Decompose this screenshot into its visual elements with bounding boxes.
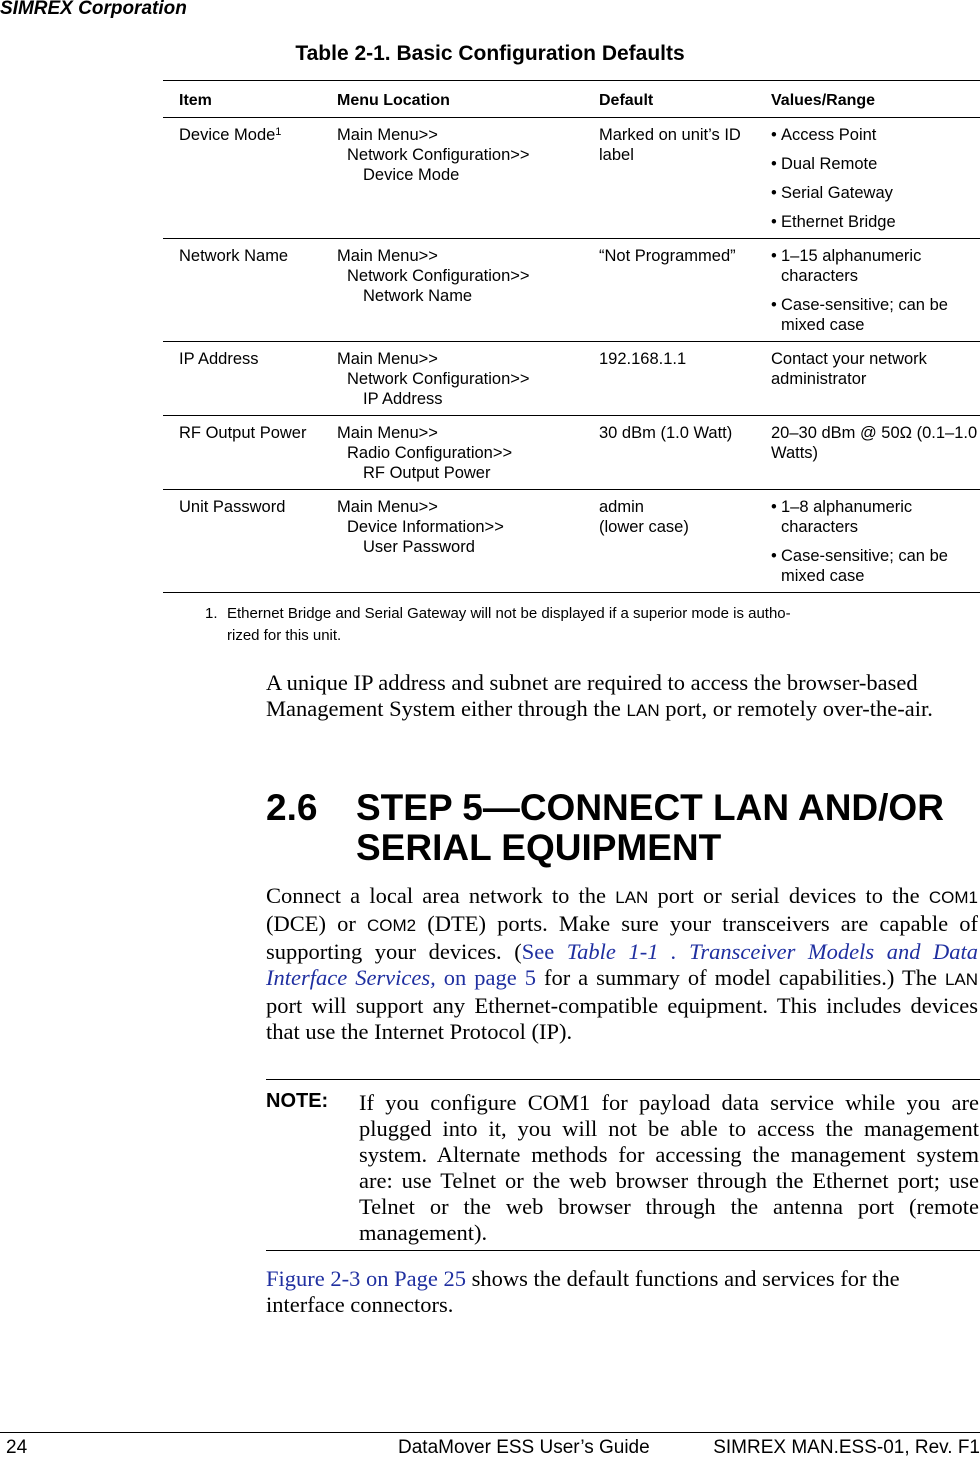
cell-default: 192.168.1.1 <box>599 350 687 368</box>
page-number: 24 <box>6 1437 28 1458</box>
doc-number: SIMREX MAN.ESS-01, Rev. F1 <box>713 1437 980 1458</box>
cell-item: Device Mode$^1$ <box>179 126 282 144</box>
table-title: Table 2-1. Basic Configuration Defaults <box>295 42 685 65</box>
note-text: If you configure COM1 for payload data service while you are plugged into it, you will not be able to access the management system. Alternate methods for accessing the management system are: use Telnet or the web browser through the Ethernet port; use Telnet or the web browser through the antenna port (remote management). <box>359 1090 979 1245</box>
intro-paragraph: A unique IP address and subnet are required to access the browser-based Management System either through the LAN port, or remotely over-the-air. <box>266 670 933 721</box>
header-default: Default <box>599 92 654 109</box>
cell-default: Marked on unit’s ID label <box>599 126 741 164</box>
value-bullet: • Dual Remote <box>771 154 980 174</box>
value-bullet: • 1–8 alphanumeric characters <box>771 497 980 537</box>
see-link[interactable]: See <box>521 939 567 964</box>
page-ref-link[interactable]: on page 5 <box>435 965 536 990</box>
value-bullet: • 1–15 alphanumeric characters <box>771 246 980 286</box>
cell-menu: Main Menu>> Radio Configuration>> RF Output Power <box>337 424 513 482</box>
guide-title: DataMover ESS User’s Guide <box>398 1437 650 1458</box>
section-number: 2.6 <box>266 787 318 828</box>
header-menu-location: Menu Location <box>337 92 450 109</box>
table-row <box>163 342 980 416</box>
table-header-row <box>163 81 980 118</box>
cell-menu: Main Menu>> Network Configuration>> Network Name <box>337 247 530 305</box>
table-row <box>163 239 980 342</box>
value-bullet: • Ethernet Bridge <box>771 212 980 232</box>
cell-menu: Main Menu>> Device Information>> User Password <box>337 498 504 556</box>
cell-values <box>755 490 980 593</box>
value-bullet: • Serial Gateway <box>771 183 980 203</box>
footnote-marker: 1 <box>275 126 282 138</box>
cell-default: “Not Programmed” <box>599 247 736 265</box>
note-label: NOTE: <box>266 1090 329 1112</box>
table-row <box>163 118 980 239</box>
config-defaults-table <box>163 80 980 593</box>
value-bullet: • Case-sensitive; can be mixed case <box>771 295 980 335</box>
cell-item: Unit Password <box>179 498 286 516</box>
figure-ref-paragraph: Figure 2-3 on Page 25 shows the default functions and services for the interface connectors. <box>266 1266 900 1317</box>
cell-item: IP Address <box>179 350 259 368</box>
cell-values <box>755 239 980 342</box>
table-footnote: 1. Ethernet Bridge and Serial Gateway will not be displayed if a superior mode is autho- rized for this unit. <box>205 605 791 644</box>
cell-item: RF Output Power <box>179 424 307 442</box>
cell-default: 30 dBm (1.0 Watt) <box>599 424 733 442</box>
cell-menu: Main Menu>> Network Configuration>> Device Mode <box>337 126 530 184</box>
cell-values <box>755 118 980 239</box>
cell-default: admin (lower case) <box>599 498 689 536</box>
footnote-number: 1. <box>205 605 218 622</box>
cell-values: 20–30 dBm @ 50Ω (0.1–1.0 Watts) <box>771 424 978 462</box>
company-header: SIMREX Corporation <box>0 0 187 19</box>
table-ref-link[interactable]: Table 1-1 . Transceiver Models and Data Interface Services, <box>266 939 978 990</box>
table-row <box>163 490 980 593</box>
value-bullet: • Case-sensitive; can be mixed case <box>771 546 980 586</box>
header-values-range: Values/Range <box>771 92 876 109</box>
cell-values: Contact your network administrator <box>771 350 927 388</box>
cell-menu: Main Menu>> Network Configuration>> IP Address <box>337 350 530 408</box>
header-item: Item <box>179 92 212 109</box>
footer-rule <box>0 1432 980 1433</box>
connect-paragraph: Connect a local area network to the LAN port or serial devices to the COM1 (DCE) or COM2 (DTE) ports. Make sure your transceivers are capable of supporting your devices. (See Table 1-1 . Transceiver Models and Data Interface Services, on page 5 for a summary of model capabilities.) The LAN port will support any Ethernet-compatible equipment. This includes devices that use the Internet Protocol (IP). <box>266 883 979 1044</box>
cell-item: Network Name <box>179 247 289 265</box>
value-bullet: • Access Point <box>771 125 980 145</box>
table-row <box>163 416 980 490</box>
figure-link[interactable]: Figure 2-3 on Page 25 <box>266 1266 466 1291</box>
note-box <box>266 1079 980 1251</box>
section-title: STEP 5—CONNECT LAN AND/OR SERIAL EQUIPMENT <box>356 787 944 868</box>
